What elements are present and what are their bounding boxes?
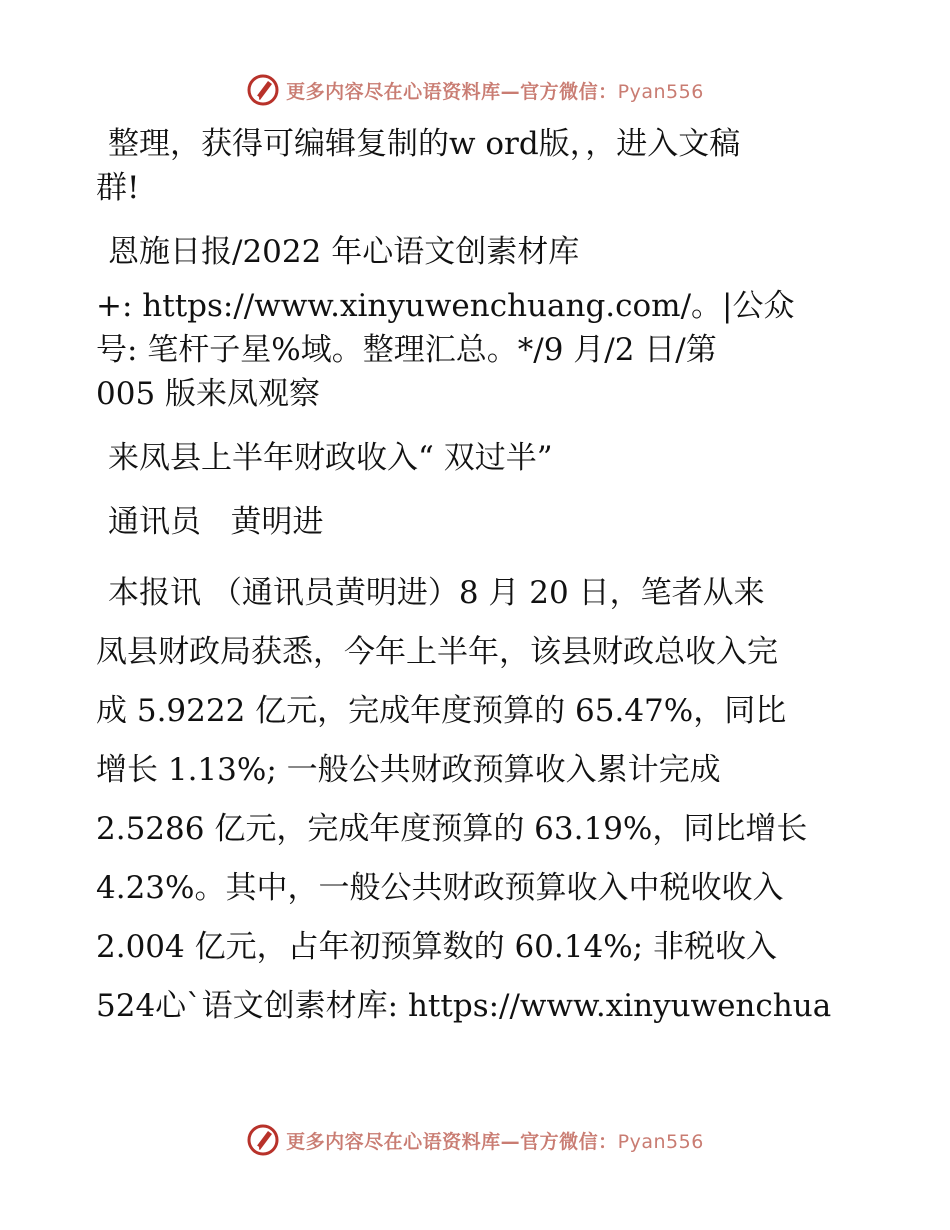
footer-watermark — [0, 1120, 950, 1160]
text-line: 来凤县上半年财政收入“ 双过半” — [108, 440, 553, 476]
text-line: 凤县财政局获悉，今年上半年，该县财政总收入完 — [96, 634, 778, 670]
text-line: 005 版来凤观察 — [96, 376, 321, 412]
article-headline — [96, 436, 866, 480]
watermark-text: 更多内容尽在心语资料库—官方微信：Pyan556 — [286, 80, 704, 103]
byline — [96, 500, 866, 544]
text-line: 通讯员 黄明进 — [108, 504, 324, 540]
paragraph — [96, 122, 866, 210]
header-watermark — [0, 70, 950, 110]
logo-icon — [246, 1123, 280, 1157]
text-line: 2.5286 亿元，完成年度预算的 63.19%，同比增长 — [96, 811, 808, 847]
paragraph — [96, 284, 866, 416]
text-line: 号: 笔杆子星%域。整理汇总。*/9 月/2 日/第 — [96, 332, 717, 368]
watermark-text: 更多内容尽在心语资料库—官方微信：Pyan556 — [286, 1130, 704, 1153]
paragraph — [96, 230, 866, 274]
text-line: 2.004 亿元，占年初预算数的 60.14%; 非税收入 — [96, 929, 777, 965]
text-line: 增长 1.13%; 一般公共财政预算收入累计完成 — [96, 752, 721, 788]
text-line: 恩施日报/2022 年心语文创素材库 — [108, 234, 580, 270]
logo-icon — [246, 73, 280, 107]
paragraph — [96, 564, 866, 1036]
text-line: 整理，获得可编辑复制的w ord版，，进入文稿 — [108, 126, 741, 162]
text-line: 4.23%。其中，一般公共财政预算收入中税收收入 — [96, 870, 784, 906]
document-body — [96, 122, 866, 1056]
text-line: +: https://www.xinyuwenchuang.com/。|公众 — [96, 288, 795, 324]
text-line: 成 5.9222 亿元，完成年度预算的 65.47%，同比 — [96, 693, 787, 729]
text-line: 本报讯 （通讯员黄明进）8 月 20 日，笔者从来 — [108, 575, 765, 611]
text-line: 524心`语文创素材库: https://www.xinyuwenchua — [96, 988, 832, 1024]
text-line: 群! — [96, 170, 140, 206]
